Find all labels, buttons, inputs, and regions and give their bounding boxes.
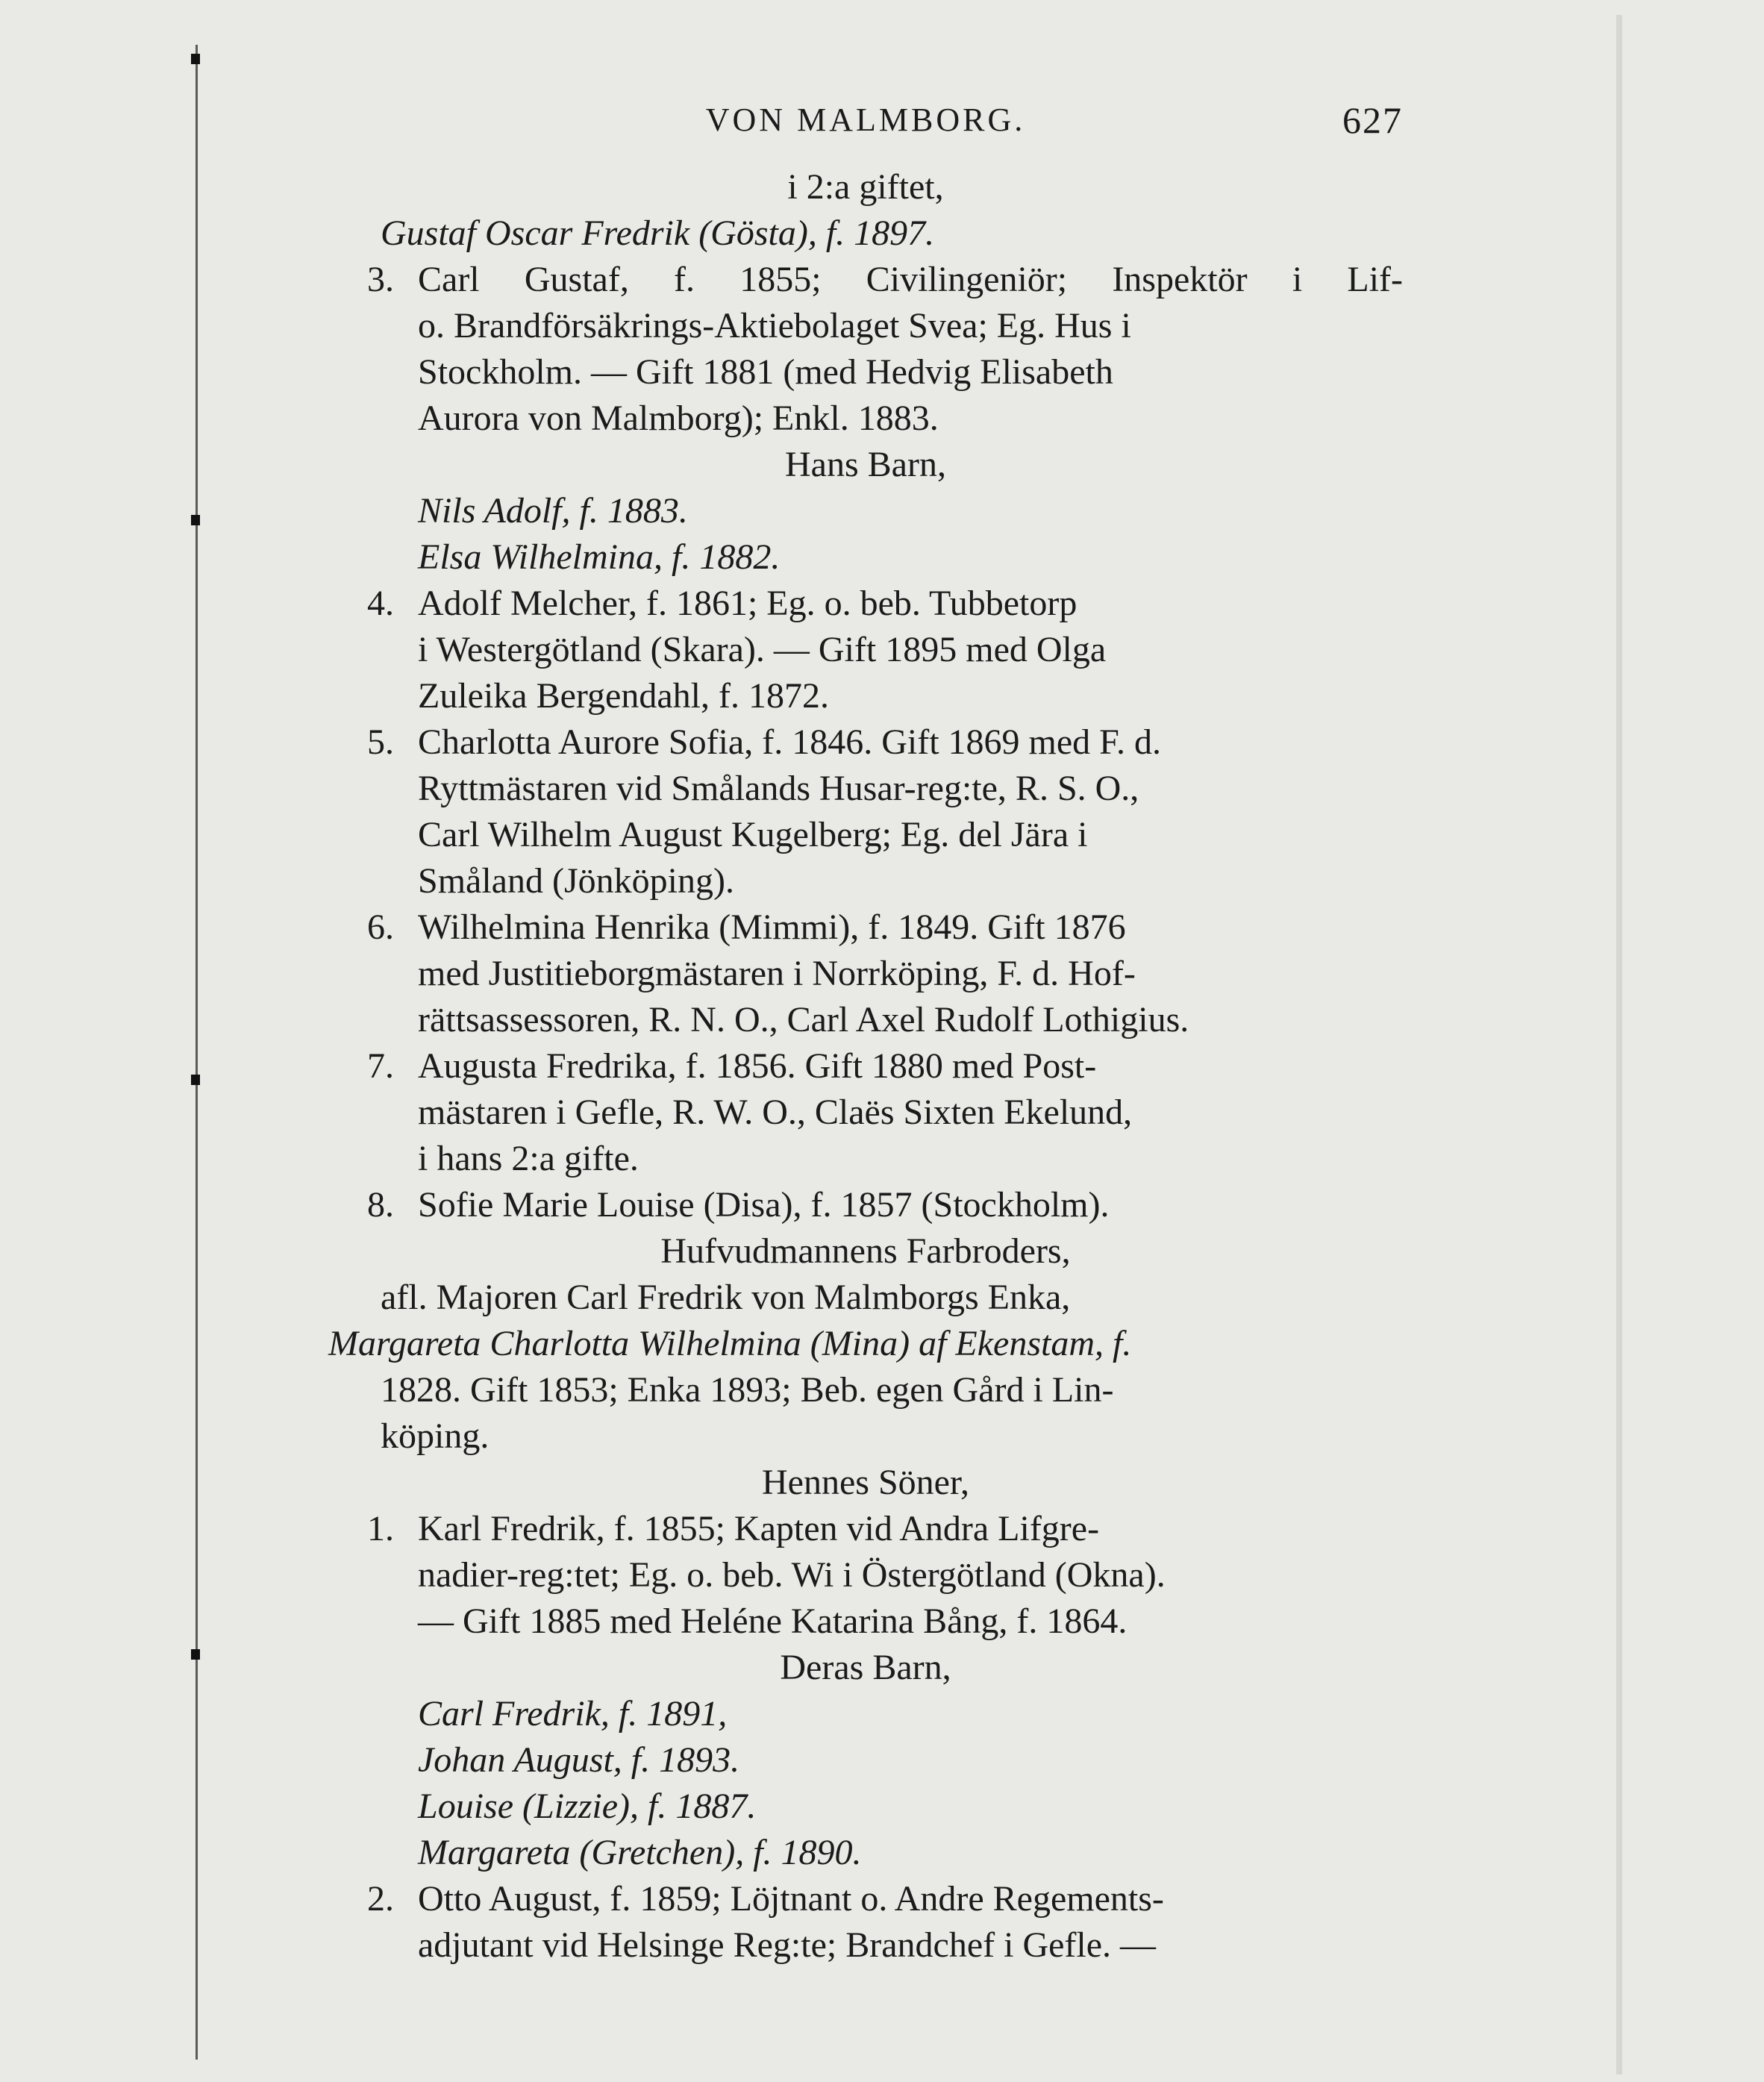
entry-number: 2.	[367, 1879, 394, 1919]
text-line: Margareta (Gretchen), f. 1890.	[418, 1833, 862, 1872]
text-line: Augusta Fredrika, f. 1856. Gift 1880 med Post-	[418, 1046, 1097, 1086]
text-line: i 2:a giftet,	[787, 167, 944, 207]
text-line: Carl Wilhelm August Kugelberg; Eg. del Jära i	[418, 815, 1088, 854]
text-line: Louise (Lizzie), f. 1887.	[418, 1786, 757, 1826]
text-line: rättsassessoren, R. N. O., Carl Axel Rudolf Lothigius.	[418, 1000, 1189, 1040]
text-line: i Westergötland (Skara). — Gift 1895 med Olga	[418, 630, 1107, 669]
gutter-mark	[191, 54, 200, 64]
text-line: Karl Fredrik, f. 1855; Kapten vid Andra Lifgre-	[418, 1509, 1100, 1548]
text-line: nadier-reg:tet; Eg. o. beb. Wi i Östergötland (Okna).	[418, 1555, 1166, 1595]
text-line: Elsa Wilhelmina, f. 1882.	[418, 537, 781, 577]
text-line: o. Brandförsäkrings-Aktiebolaget Svea; Eg. Hus i	[418, 306, 1131, 346]
text-line: — Gift 1885 med Heléne Katarina Bång, f. 1864.	[418, 1601, 1127, 1641]
text-line: afl. Majoren Carl Fredrik von Malmborgs Enka,	[381, 1278, 1071, 1317]
binding-edge	[196, 45, 198, 2060]
text-line: Hufvudmannens Farbroders,	[660, 1231, 1071, 1271]
text-line: Ryttmästaren vid Smålands Husar-reg:te, R. S. O.,	[418, 769, 1139, 808]
text-line: med Justitieborgmästaren i Norrköping, F. d. Hof-	[418, 954, 1136, 993]
text-line: Aurora von Malmborg); Enkl. 1883.	[418, 398, 939, 438]
text-line: Carl Gustaf, f. 1855; Civilingeniör; Inspektör i Lif-	[418, 260, 1403, 299]
entry-number: 3.	[367, 260, 394, 299]
text-line: Johan August, f. 1893.	[418, 1740, 740, 1780]
page-header	[328, 97, 1403, 149]
text-line: Stockholm. — Gift 1881 (med Hedvig Elisabeth	[418, 352, 1113, 392]
text-line: Hans Barn,	[785, 445, 946, 484]
entry-number: 7.	[367, 1046, 394, 1086]
text-line: Deras Barn,	[780, 1648, 951, 1687]
text-line: Wilhelmina Henrika (Mimmi), f. 1849. Gift 1876	[418, 907, 1126, 947]
text-line: Zuleika Bergendahl, f. 1872.	[418, 676, 829, 716]
text-line: Sofie Marie Louise (Disa), f. 1857 (Stockholm).	[418, 1185, 1110, 1225]
text-line: Nils Adolf, f. 1883.	[418, 491, 688, 531]
running-head: VON MALMBORG.	[705, 101, 1026, 138]
gutter-mark	[191, 515, 200, 525]
text-line: Gustaf Oscar Fredrik (Gösta), f. 1897.	[381, 213, 935, 253]
text-line: adjutant vid Helsinge Reg:te; Brandchef i Gefle. —	[418, 1925, 1157, 1965]
text-line: Adolf Melcher, f. 1861; Eg. o. beb. Tubbetorp	[418, 584, 1078, 623]
entry-number: 6.	[367, 907, 394, 947]
text-line: mästaren i Gefle, R. W. O., Claës Sixten Ekelund,	[418, 1092, 1133, 1132]
text-line: 1828. Gift 1853; Enka 1893; Beb. egen Gård i Lin-	[381, 1370, 1114, 1410]
text-line: Carl Fredrik, f. 1891,	[418, 1694, 728, 1734]
entry-number: 1.	[367, 1509, 394, 1548]
text-line: Otto August, f. 1859; Löjtnant o. Andre Regements-	[418, 1879, 1164, 1919]
text-line: köping.	[381, 1416, 490, 1456]
entry-number: 4.	[367, 584, 394, 623]
gutter-mark	[191, 1075, 200, 1085]
facing-page-bleed	[1616, 15, 1622, 2075]
entry-number: 8.	[367, 1185, 394, 1225]
text-line: Margareta Charlotta Wilhelmina (Mina) af Ekenstam, f.	[328, 1324, 1132, 1363]
text-line: Småland (Jönköping).	[418, 861, 734, 901]
text-line: i hans 2:a gifte.	[418, 1139, 639, 1178]
page	[328, 97, 1403, 1969]
entry-number: 5.	[367, 722, 394, 762]
page-number: 627	[1342, 99, 1403, 141]
text-line: Hennes Söner,	[761, 1463, 969, 1502]
text-line: Charlotta Aurore Sofia, f. 1846. Gift 1869 med F. d.	[418, 722, 1162, 762]
gutter-mark	[191, 1649, 200, 1660]
